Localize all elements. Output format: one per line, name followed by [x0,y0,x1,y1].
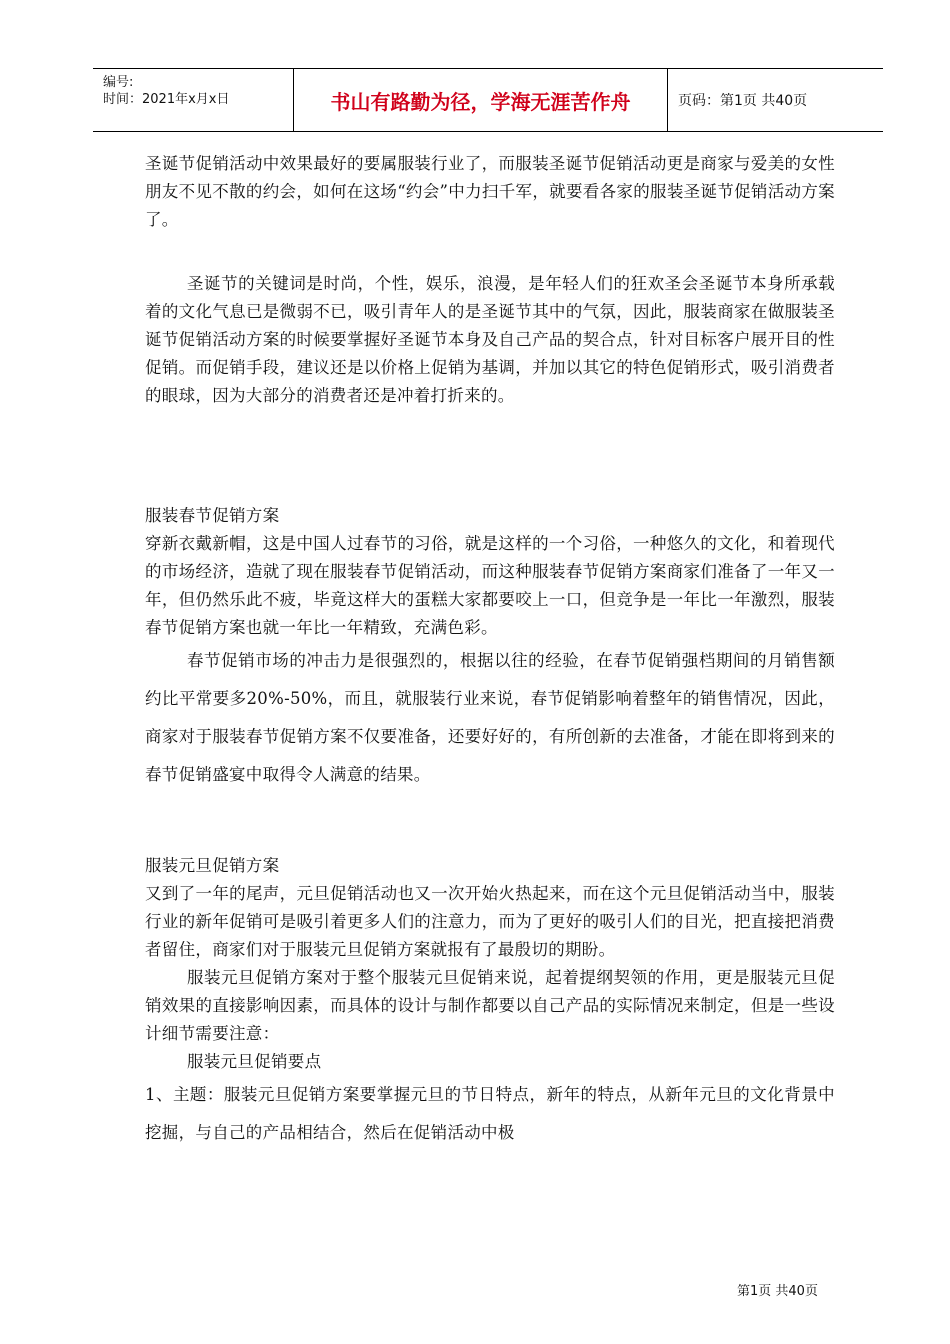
page-footer: 第1页 共40页 [737,1284,818,1299]
paragraph-spring-intro: 穿新衣戴新帽，这是中国人过春节的习俗，就是这样的一个习俗，一种悠久的文化，和着现代的市场经济，造就了现在服装春节促销活动，而这种服装春节促销方案商家们准备了一年又一年，但仍然乐此不疲，毕竟这样大的蛋糕大家都要咬上一口，但竞争是一年比一年激烈，服装春节促销方案也就一年比一年精致，充满色彩。 [145,534,835,637]
header-motto: 书山有路勤为径，学海无涯苦作舟 [294,69,668,131]
heading-spring-festival: 服装春节促销方案 [145,506,280,525]
paragraph-christmas-keywords: 圣诞节的关键词是时尚，个性，娱乐，浪漫，是年轻人们的狂欢圣会圣诞节本身所承载着的文化气息已是微弱不已，吸引青年人的是圣诞节其中的气氛，因此，服装商家在做服装圣诞节促销活动方案的时候要掌握好圣诞节本身及自己产品的契合点，针对目标客户展开目的性促销。而促销手段，建议还是以价格上促销为基调，并加以其它的特色促销形式，吸引消费者的眼球，因为大部分的消费者还是冲着打折来的。 [145,274,835,405]
paragraph-new-year-plan: 服装元旦促销方案对于整个服装元旦促销来说，起着提纲契领的作用，更是服装元旦促销效果的直接影响因素，而具体的设计与制作都要以自己产品的实际情况来制定，但是一些设计细节需要注意： [145,968,835,1043]
paragraph-point-theme: 1、主题：服装元旦促销方案要掌握元旦的节日特点，新年的特点，从新年元旦的文化背景中挖掘，与自己的产品相结合，然后在促销活动中极 [145,1085,835,1142]
paragraph-christmas-intro: 圣诞节促销活动中效果最好的要属服装行业了，而服装圣诞节促销活动更是商家与爱美的女性朋友不见不散的约会，如何在这场“约会”中力扫千军，就要看各家的服装圣诞节促销活动方案了。 [145,154,835,229]
paragraph-spring-market: 春节促销市场的冲击力是很强烈的，根据以往的经验，在春节促销强档期间的月销售额约比平常要多20%-50%，而且，就服装行业来说，春节促销影响着整年的销售情况，因此，商家对于服装春节促销方案不仅要准备，还要好好的，有所创新的去准备，才能在即将到来的春节促销盛宴中取得令人满意的结果。 [145,651,835,784]
page-header [93,68,883,132]
document-body [145,150,835,1152]
time-label: 时间：2021年x月x日 [103,92,230,107]
header-page-number: 页码：第1页 共40页 [678,93,808,109]
heading-new-year: 服装元旦促销方案 [145,856,280,875]
header-info-cell [93,69,294,131]
heading-new-year-points: 服装元旦促销要点 [187,1052,322,1071]
paragraph-new-year-intro: 又到了一年的尾声，元旦促销活动也又一次开始火热起来，而在这个元旦促销活动当中，服装行业的新年促销可是吸引着更多人们的注意力，而为了更好的吸引人们的目光，把直接把消费者留住，商家们对于服装元旦促销方案就报有了最殷切的期盼。 [145,884,835,959]
code-label: 编号: [103,75,134,90]
